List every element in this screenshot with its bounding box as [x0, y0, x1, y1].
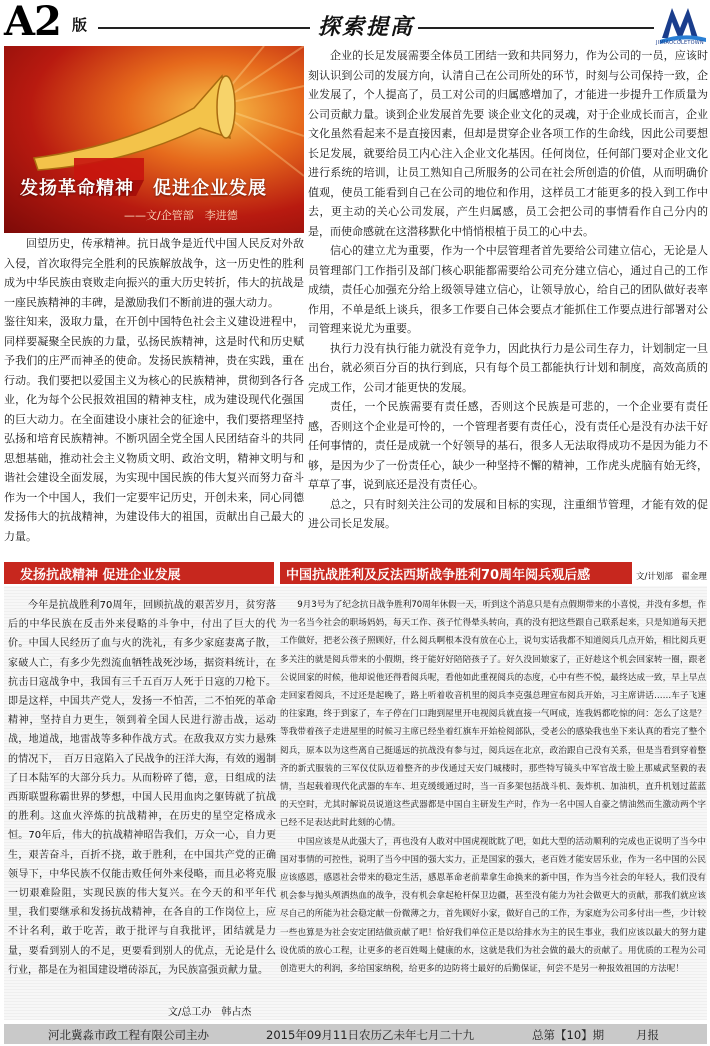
- footer-issue: 总第【10】期: [532, 1028, 605, 1042]
- header-rule-left: [98, 27, 310, 29]
- page-number-suffix: 版: [72, 16, 88, 34]
- paragraph: 执行力没有执行能力就没有竞争力，因此执行力是公司生存力，计划制定一旦出台，就必须百分百的执行到底，只有每个员工都能执行计划和制度，高效高质的完成工作，公司才能更快的发展。: [308, 341, 708, 394]
- hero-title: 发扬革命精神 促进企业发展: [20, 178, 267, 199]
- footer-date: 2015年09月11日农历乙未年七月二十九: [266, 1028, 475, 1042]
- page-number: A2: [4, 0, 61, 45]
- column-title: 探索提高: [318, 14, 415, 40]
- lower-left-byline: 文/总工办 韩占杰: [168, 1007, 252, 1018]
- section-byline-right: 文/计划部 翟金理: [636, 572, 707, 582]
- hero-byline: ——文/企管部 李进德: [124, 209, 238, 222]
- paragraph: 责任，一个民族需要有责任感，否则这个民族是可悲的，一个企业要有责任感，否则这个企业是可怜的，一个管理者要有责任心，没有责任心是没有办法干好任何事情的，责任是成就一个好领导的基石，很多人无法取得成功不是因为能力不够，是因为少了一份责任心，缺少一种坚持不懈的精神，工作虎头虎脑有始无终，草草了事，说到底还是没有责任心。: [308, 400, 708, 491]
- logo-caption: JIMIAOCOLETOWN: [656, 40, 704, 46]
- paragraph: 鉴往知来，汲取力量，在开创中国特色社会主义建设进程中，同样要凝聚全民族的力量，弘扬民族精神，这是时代和历史赋予我们的庄严而神圣的使命。发扬民族精神，贵在实践，重在行动。我们要把以爱国主义为核心的民族精神，贯彻到各行各业，化为每个公民报效祖国的精神支柱，成为建设现代化强国的巨大动力。在全面建设小康社会的征途中，我们要搭理坚持弘扬和培育民族精神。不断巩固全党全国人民团结奋斗的共同思想基础，推动社会主义物质文明、政治文明，精神文明与和谐社会建设全面发展，为实现中国民族的伟大复兴而努力奋斗作为一个中国人，我们一定要牢记历史，开创未来，同心同德发扬伟大的抗战精神，为建设伟大的祖国，贡献出自己最大的力量。: [4, 315, 304, 543]
- paragraph: 回望历史，传承精神。抗日战争是近代中国人民反对外敌入侵，首次取得完全胜利的民族解放战争，这一历史性的胜利成为中华民族由衰败走向振兴的重大历史转折，伟大的抗战是一座民族精神的丰碑，是激励我们不断前进的强大动力。: [4, 237, 304, 309]
- paragraph: 企业的长足发展需要全体员工团结一致和共同努力，作为公司的一员，应该时刻认识到公司的发展方向，认清自己在公司所处的环节，时刻与公司保持一致，企业发展了，个人提高了，员工对公司的归属感增加了，才能进一步提升工作质量为公司贡献力量。谈到企业发展首先要 谈企业文化的灵魂，对于企业成长而言，企业文化虽然看起来不是直接因素，但却是贯穿企业各项工作的生命线，因此公司要想长足发展，就要给员工内心注入企业文化基因。任何岗位，任何部门要对企业文化进行系统的培训，让员工熟知自己所服务的公司在社会所创造的价值，从而明确价值观，使员工能看到自己在公司的地位和作用，这样员工才能更多的投入到工作中去，更主动的关心公司发展，产生归属感，员工会把公司的事情看作自己分内的是，而使命感就在这潜移默化中悄悄根植于员工的心中去。: [308, 49, 708, 238]
- paragraph: 信心的建立尤为重要，作为一个中层管理者首先要给公司建立信心，无论是人员管理部门工作指引及部门核心职能都需要给公司充分建立信心，通过自己的工作成绩，责任心加强充分给上级领导建立信心，让领导放心，给自己的团队做好表率作用，不单是纸上谈兵，很多工作要自己体会要点才能抓住工作要点进行部署对公司管理来说尤为重要。: [308, 244, 708, 335]
- lower-left-article: [8, 596, 276, 980]
- section-title-right: 中国抗战胜利及反法西斯战争胜利70周年阅兵观后感: [286, 568, 591, 583]
- trumpet-illustration: [4, 46, 304, 233]
- paragraph: 中国应该是从此强大了，再也没有人敢对中国虎视眈眈了吧，如此大型的活动顺利的完成也正说明了当今中国对事情的可控性，说明了当今中国的强大实力，正是国家的强大，老百姓才能安居乐业，作为一名中国的公民应该感恩，感恩社会带来的稳定生活，感恩革命老前辈拿生命换来的新中国，作为当今社会的年轻人，我们没有机会参与抛头颅洒热血的战争，没有机会拿起枪杆保卫边疆，甚至没有能力为社会做更大的贡献，那我们就应该尽自己的所能为社会稳定献一份微薄之力，首先顾好小家，做好自己的工作，为家庭为公司多付出一些，少计较一些也算是为社会安定团结做贡献了吧！恰好我们单位正是以给排水为主的民生事业，我们应该以最大的努力建设优质的放心工程，让更多的老百姓喝上健康的水，这就是我们为社会做的最大的贡献了。用优质的工程为公司创造更大的利润，多给国家纳税，给更多的边防将士最好的后勤保证，何尝不是另一种报效祖国的方法呢！: [280, 836, 706, 975]
- lower-right-article: [280, 596, 706, 978]
- footer-frequency: 月报: [636, 1028, 659, 1042]
- footer: [4, 1024, 707, 1044]
- footer-publisher: 河北冀淼市政工程有限公司主办: [48, 1028, 209, 1042]
- paragraph: 9月3号为了纪念抗日战争胜利70周年休假一天，听到这个消息只是有点假期带来的小喜悦，并没有多想，作为一名当今社会的职场妈妈，每天工作、孩子忙得晕头转向，真的没有把这些跟自己联系起来，只是知道每天把工作做好，把老公孩子照顾好，什么阅兵啊根本没有放在心上，说句实话我都不知道阅兵几点开始，相比阅兵更多关注的就是阅兵带来的小假期，终于能好好陪陪孩子了。好久没回娘家了，正好趁这个机会回家转一圈，跟老公说回家的时候，他却说他还得看阅兵呢，看他如此重视阅兵的态度，心中有些不悦，最终达成一致，早上早点走回家看阅兵，不过还是起晚了，路上听着收音机里的阅兵李克强总理宣布阅兵开始，习主席讲话……车子飞速的往家跑，终于到家了，车子停在门口跑到屋里开电视阅兵就直接一气呵成，连我妈都吃惊的问：怎么了这是？等我带着孩子走进屋里的时候习主席已经坐着红旗车开始检阅部队，受老公的感染我也坐下来认真的看完了整个阅兵，原本以为这些离自己挺遥远的抗战没有参与过，阅兵远在北京，政治跟自己没有关系，但是当看到穿着整齐的新式服装的三军仪仗队迈着整齐的步伐通过天安门城楼时，那些特写镜头中军官战士脸上那威武坚毅的表情，当起载着现代化武器的车车、坦克缓缓通过时，当一百多架包括战斗机、轰炸机、加油机，直升机划过蓝蓝的天空时，尤其时解说员说道这些武器都是中国自主研发生产时，作为一名中国人自豪之情油然而生激动两个字已经不足表达此时此刻的心情。: [280, 600, 706, 829]
- hero-banner: [4, 46, 304, 233]
- right-article: [308, 46, 708, 534]
- left-article: [4, 234, 304, 546]
- header-rule-right: [418, 27, 654, 29]
- paragraph: 今年是抗战胜利70周年，回顾抗战的艰苦岁月，贫穷落后的中华民族在反击外来侵略的斗争中，付出了巨大的代价。中国人民经历了血与火的洗礼，有多少家庭妻离子散，家破人亡，有多少先烈流血牺牲战死沙场，据资料统计，在抗击日寇战争中，我国有三千五百万人死于日寇的刀枪下。即是这样，中国共产党人，发扬一不怕苦，二不怕死的革命精神，坚持自力更生，领到着全国人民进行游击战，运动战，地道战，地雷战等多种作战方式。在敌我双方实力悬殊的情况下， 百万日寇陷入了民战争的汪洋大海，有效的遏制了日本陆军的大部分兵力。从而粉碎了德，意，日组成的法西斯联盟称霸世界的梦想，中国人民用血肉之躯铸就了抗战的胜利。这血火淬炼的抗战精神，在历史的星空定格成永恒。70年后，伟大的抗战精神昭告我们，万众一心，自力更生，艰苦奋斗，百折不挠，敢于胜利，在中国共产党的正确领导下，中华民族不仅能击败任何外来侵略，而且必将克服一切艰难险阻，实现民族的伟大复兴。在今天的和平年代里，我们要继承和发扬抗战精神，在各自的工作岗位上，应不计名利，敢于吃苦，敢于批评与自我批评，团结就是力量，要看到别人的不足，更要看到别人的优点，无论是什么行业，都是在为祖国建设增砖添瓦，为民族富强贡献力量。: [8, 600, 276, 976]
- paragraph: 总之，只有时刻关注公司的发展和目标的实现，注重细节管理，才能有效的促进公司长足发展。: [308, 497, 708, 530]
- section-title-left: 发扬抗战精神 促进企业发展: [20, 568, 181, 583]
